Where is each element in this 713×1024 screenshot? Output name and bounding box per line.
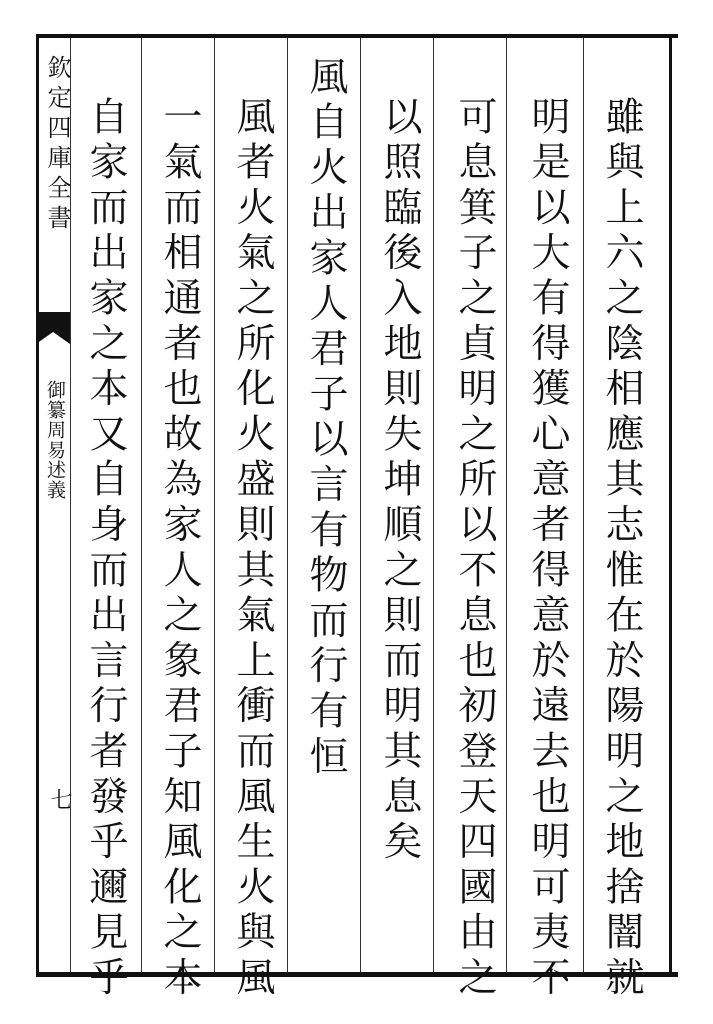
frame-top-border bbox=[36, 34, 678, 38]
section-title: 御纂周易述義 bbox=[44, 380, 66, 500]
frame-left-border bbox=[36, 34, 39, 977]
fish-tail-notch bbox=[36, 332, 70, 344]
text-column-2: 明是以大有得獲心意者得意於遠去也明可夷不 bbox=[525, 96, 570, 1002]
column-divider bbox=[506, 38, 507, 972]
column-divider bbox=[287, 38, 288, 972]
column-divider bbox=[141, 38, 142, 972]
frame-right-border bbox=[669, 34, 672, 977]
book-title: 欽定四庫全書 bbox=[43, 55, 71, 235]
text-column-6: 風者火氣之所化火盛則其氣上衝而風生火與風 bbox=[230, 96, 275, 1002]
column-divider bbox=[214, 38, 215, 972]
fish-tail-mark bbox=[36, 312, 70, 332]
page-number: 七 bbox=[47, 788, 72, 810]
text-column-4: 以照臨後入地則失坤順之則而明其息矣 bbox=[377, 96, 422, 867]
column-divider bbox=[360, 38, 361, 972]
text-column-5: 風自火出家人君子以言有物而行有恒 bbox=[303, 56, 348, 781]
frame-bottom-border bbox=[36, 972, 678, 977]
text-column-7: 一氣而相通者也故為家人之象君子知風化之本 bbox=[157, 96, 202, 1002]
text-column-8: 自家而出家之本又自身而出言行者發乎邇見乎 bbox=[83, 96, 128, 1002]
column-divider bbox=[583, 38, 584, 972]
text-column-3: 可息箕子之貞明之所以不息也初登天四國由之 bbox=[452, 96, 497, 1002]
text-column-1: 雖與上六之陰相應其志惟在於陽明之地捨闇就 bbox=[599, 96, 644, 1002]
column-divider bbox=[433, 38, 434, 972]
